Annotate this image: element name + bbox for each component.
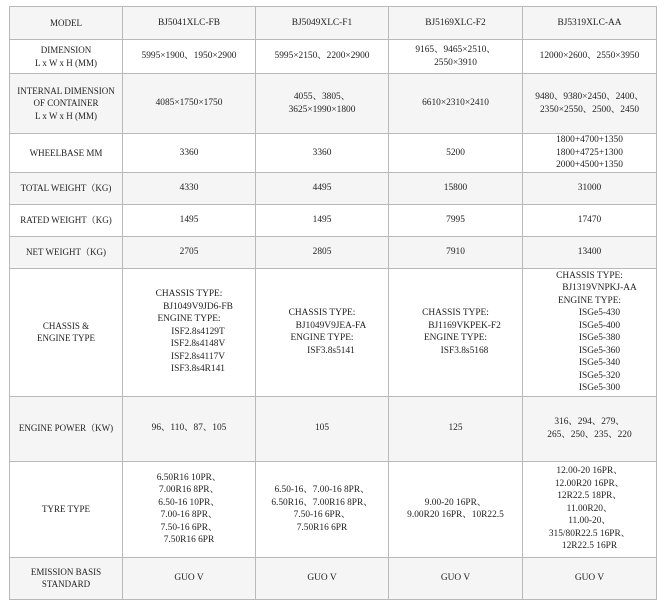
- header-row: [10, 7, 657, 40]
- rated-weight-value-2: 1495: [256, 204, 389, 236]
- internal-dimension-value-1: 4085×1750×1750: [123, 74, 256, 134]
- net-weight-value-1: 2705: [123, 236, 256, 268]
- tyre-type-value-2: 6.50-16、7.00-16 8PR、 6.50R16、7.00R16 8PR、 7.50-16 6PR、 7.50R16 6PR: [256, 461, 389, 557]
- table-row-wheelbase: [10, 134, 657, 173]
- spec-table: [9, 6, 657, 600]
- wheelbase-value-4: 1800+4700+1350 1800+4725+1300 2000+4500+1350: [523, 134, 657, 173]
- net-weight-value-2: 2805: [256, 236, 389, 268]
- total-weight-value-4: 31000: [523, 172, 657, 204]
- rated-weight-value-4: 17470: [523, 204, 657, 236]
- dimension-value-4: 12000×2600、2550×3950: [523, 40, 657, 74]
- table-row-internal-dimension: [10, 74, 657, 134]
- chassis-engine-value-3: CHASSIS TYPE: BJ1169VKPEK-F2 ENGINE TYPE: ISF3.8s5168: [389, 268, 523, 396]
- row-label-net-weight: NET WEIGHT（KG): [10, 236, 123, 268]
- row-label-engine-power: ENGINE POWER（KW): [10, 396, 123, 461]
- row-label-chassis-engine: CHASSIS & ENGINE TYPE: [10, 268, 123, 396]
- net-weight-value-3: 7910: [389, 236, 523, 268]
- table-row-emission-standard: [10, 557, 657, 599]
- model-3: BJ5169XLC-F2: [389, 7, 523, 40]
- chassis-engine-value-4: CHASSIS TYPE: BJ1319VNPKJ-AA ENGINE TYPE: ISGe5-430 ISGe5-400 ISGe5-380 ISGe5-360 ISGe5-340 ISGe5-320 ISGe5-300: [523, 268, 657, 396]
- wheelbase-value-2: 3360: [256, 134, 389, 173]
- row-label-emission-standard: EMISSION BASIS STANDARD: [10, 557, 123, 599]
- row-label-rated-weight: RATED WEIGHT（KG): [10, 204, 123, 236]
- chassis-engine-value-1: CHASSIS TYPE: BJ1049V9JD6-FB ENGINE TYPE: ISF2.8s4129T ISF2.8s4148V ISF2.8s4117V ISF3.8s4R141: [123, 268, 256, 396]
- row-label-internal-dimension: INTERNAL DIMENSION OF CONTAINER L x W x H (MM): [10, 74, 123, 134]
- engine-power-value-2: 105: [256, 396, 389, 461]
- row-label-dimension: DIMENSION L x W x H (MM): [10, 40, 123, 74]
- chassis-engine-value-2: CHASSIS TYPE: BJ1049V9JEA-FA ENGINE TYPE: ISF3.8s5141: [256, 268, 389, 396]
- total-weight-value-1: 4330: [123, 172, 256, 204]
- wheelbase-value-3: 5200: [389, 134, 523, 173]
- net-weight-value-4: 13400: [523, 236, 657, 268]
- engine-power-value-3: 125: [389, 396, 523, 461]
- internal-dimension-value-3: 6610×2310×2410: [389, 74, 523, 134]
- tyre-type-value-1: 6.50R16 10PR、 7.00R16 8PR、 6.50-16 10PR、 7.00-16 8PR、 7.50-16 6PR、 7.50R16 6PR: [123, 461, 256, 557]
- internal-dimension-value-2: 4055、3805、 3625×1990×1800: [256, 74, 389, 134]
- dimension-value-2: 5995×2150、2200×2900: [256, 40, 389, 74]
- row-label-wheelbase: WHEELBASE MM: [10, 134, 123, 173]
- total-weight-value-2: 4495: [256, 172, 389, 204]
- table-row-total-weight: [10, 172, 657, 204]
- row-label-total-weight: TOTAL WEIGHT（KG): [10, 172, 123, 204]
- header-label: MODEL: [10, 7, 123, 40]
- table-row-tyre-type: [10, 461, 657, 557]
- model-4: BJ5319XLC-AA: [523, 7, 657, 40]
- table-row-net-weight: [10, 236, 657, 268]
- tyre-type-value-4: 12.00-20 16PR、 12.00R20 16PR、 12R22.5 18PR、 11.00R20、 11.00-20、 315/80R22.5 16PR、 12R22.5 16PR: [523, 461, 657, 557]
- emission-value-3: GUO V: [389, 557, 523, 599]
- total-weight-value-3: 15800: [389, 172, 523, 204]
- model-2: BJ5049XLC-F1: [256, 7, 389, 40]
- table-row-dimension: [10, 40, 657, 74]
- model-1: BJ5041XLC-FB: [123, 7, 256, 40]
- emission-value-4: GUO V: [523, 557, 657, 599]
- engine-power-value-1: 96、110、87、105: [123, 396, 256, 461]
- table-row-engine-power: [10, 396, 657, 461]
- wheelbase-value-1: 3360: [123, 134, 256, 173]
- tyre-type-value-3: 9.00-20 16PR、 9.00R20 16PR、10R22.5: [389, 461, 523, 557]
- emission-value-1: GUO V: [123, 557, 256, 599]
- dimension-value-1: 5995×1900、1950×2900: [123, 40, 256, 74]
- emission-value-2: GUO V: [256, 557, 389, 599]
- row-label-tyre-type: TYRE TYPE: [10, 461, 123, 557]
- table-row-chassis-engine: [10, 268, 657, 396]
- rated-weight-value-3: 7995: [389, 204, 523, 236]
- table-row-rated-weight: [10, 204, 657, 236]
- engine-power-value-4: 316、294、279、 265、250、235、220: [523, 396, 657, 461]
- internal-dimension-value-4: 9480、9380×2450、2400、 2350×2550、2500、2450: [523, 74, 657, 134]
- dimension-value-3: 9165、9465×2510、 2550×3910: [389, 40, 523, 74]
- rated-weight-value-1: 1495: [123, 204, 256, 236]
